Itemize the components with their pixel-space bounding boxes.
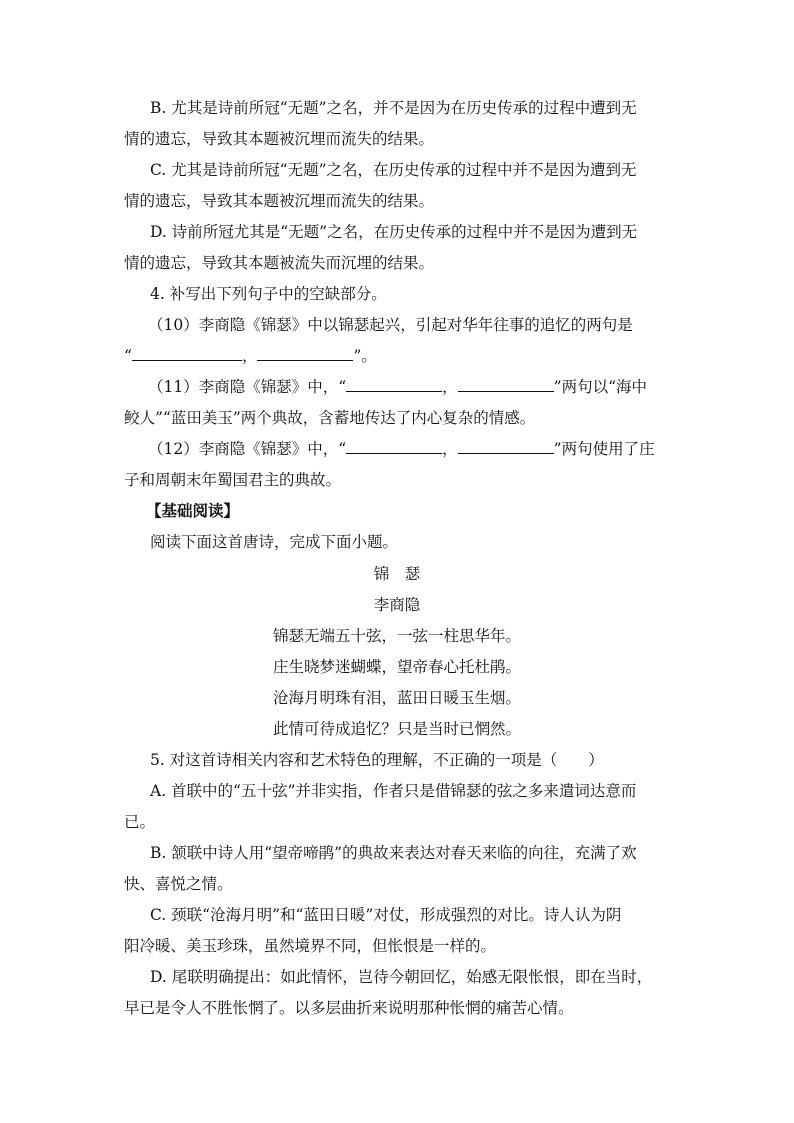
- q4-item12-comma: ，: [442, 440, 458, 458]
- poem-line-1: 锦瑟无端五十弦，一弦一柱思华年。: [272, 627, 521, 645]
- q4-item11-prefix: （11）李商隐《锦瑟》中，“: [148, 378, 347, 396]
- q4-item11-comma: ，: [442, 378, 458, 396]
- q4-item12-line2: 子和周朝末年蜀国君主的典故。: [124, 471, 342, 489]
- q4-item12-blank-1[interactable]: [346, 439, 442, 454]
- q4-item11-line1: [148, 376, 647, 398]
- q5-option-a-line1: A. 首联中的“五十弦”并非实指，作者只是借锦瑟的弦之多来遣词达意而: [150, 782, 637, 800]
- q4-item12-prefix: （12）李商隐《锦瑟》中，“: [148, 440, 347, 458]
- q5-option-d-line2: 早已是令人不胜怅惘了。以多层曲折来说明那种怅惘的痛苦心情。: [124, 999, 574, 1017]
- poem-line-2: 庄生晓梦迷蝴蝶，望帝春心托杜鹃。: [272, 658, 521, 676]
- q5-option-b-line1: B. 颔联中诗人用“望帝啼鹃”的典故来表达对春天来临的向往，充满了欢: [150, 844, 637, 862]
- section-instruction: 阅读下面这首唐诗，完成下面小题。: [150, 533, 399, 551]
- q5-stem: 5. 对这首诗相关内容和艺术特色的理解，不正确的一项是（ ）: [150, 751, 604, 769]
- q5-option-a-line2: 已。: [124, 813, 156, 831]
- q3-option-b-line2: 情的遗忘，导致其本题被沉埋而流失的结果。: [124, 130, 435, 148]
- q5-option-d-line1: D. 尾联明确提出：如此情怀，岂待今朝回忆，始感无限怅恨，即在当时，: [150, 968, 653, 986]
- q4-item10-line2: [124, 345, 377, 367]
- poem-line-3: 沧海月明珠有泪，蓝田日暖玉生烟。: [272, 689, 521, 707]
- q4-item11-blank-1[interactable]: [346, 377, 442, 392]
- section-heading: 【基础阅读】: [146, 501, 240, 520]
- q4-item10-blank-1[interactable]: [132, 346, 242, 361]
- poem-line-4: 此情可待成追忆？只是当时已惘然。: [272, 720, 521, 738]
- q3-option-b-line1: B. 尤其是诗前所冠“无题”之名，并不是因为在历史传承的过程中遭到无: [150, 99, 637, 117]
- q4-stem: 4. 补写出下列句子中的空缺部分。: [150, 285, 387, 303]
- q4-item10-blank-2[interactable]: [257, 346, 353, 361]
- q5-option-c-line1: C. 颈联“沧海月明”和“蓝田日暖”对仗，形成强烈的对比。诗人认为阴: [150, 906, 622, 924]
- q4-item10-comma: ，: [241, 347, 258, 365]
- q3-option-c-line1: C. 尤其是诗前所冠“无题”之名，在历史传承的过程中并不是因为遭到无: [150, 161, 637, 179]
- q3-option-c-line2: 情的遗忘，导致其本题被沉埋而流失的结果。: [124, 192, 435, 210]
- q4-item10-line1: （10）李商隐《锦瑟》中以锦瑟起兴，引起对华年往事的追忆的两句是: [148, 316, 633, 334]
- q4-item11-suffix: ”两句以“海中: [553, 378, 648, 396]
- q3-option-d-line2: 情的遗忘，导致其本题被流失而沉埋的结果。: [124, 254, 435, 272]
- q4-item10-open-quote: “: [124, 347, 132, 365]
- q3-option-d-line1: D. 诗前所冠尤其是“无题”之名，在历史传承的过程中并不是因为遭到无: [150, 223, 638, 241]
- q4-item11-blank-2[interactable]: [458, 377, 554, 392]
- q4-item12-line1: [148, 438, 655, 460]
- q5-option-b-line2: 快、喜悦之情。: [124, 875, 233, 893]
- q4-item10-close: ”。: [353, 347, 377, 365]
- q4-item12-blank-2[interactable]: [458, 439, 554, 454]
- q5-option-c-line2: 阳冷暖、美玉珍珠，虽然境界不同，但怅恨是一样的。: [124, 937, 497, 955]
- q4-item11-line2: 鲛人”“蓝田美玉”两个典故，含蓄地传达了内心复杂的情感。: [124, 409, 536, 427]
- poem-title: 锦 瑟: [373, 565, 421, 583]
- poem-author: 李商隐: [373, 596, 421, 614]
- q4-item12-suffix: ”两句使用了庄: [553, 440, 655, 458]
